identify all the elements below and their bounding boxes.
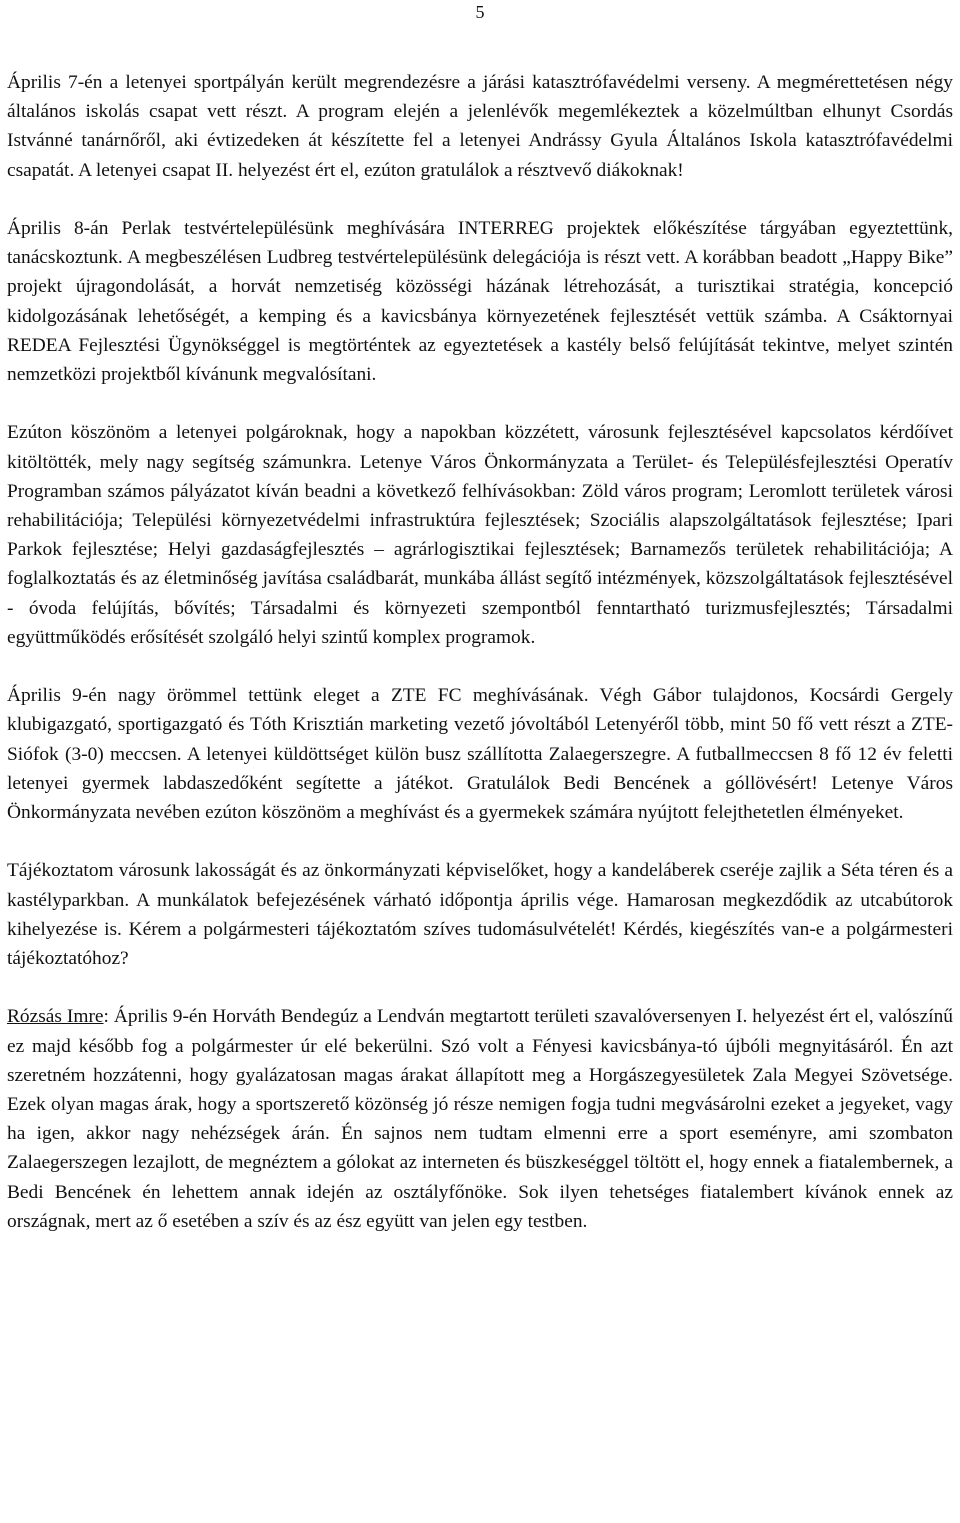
- document-body: [7, 68, 953, 1236]
- paragraph-rozsas-imre: [7, 1002, 953, 1236]
- speaker-text: Április 9-én Horváth Bendegúz a Lendván megtartott területi szavalóversenyen I. helyezést ért el, valószínű ez majd később fog a polgármester úr elé bekerülni. Szó volt a Fényesi kavicsbánya-tó újbóli megnyitásáról. Én azt szeretném hozzátenni, hogy gyalázatosan magas árakat állapított meg a Horgászegyesületek Zala Megyei Szövetsége. Ezek olyan magas árak, hogy a sportszerető közönség jó része nemigen fogja tudni megvásárolni ezeket a jegyeket, vagy ha igen, akkor nagy nehézségek árán. Én sajnos nem tudtam elmenni erre a sport eseményre, ami szombaton Zalaegerszegen lezajlott, de megnéztem a gólokat az interneten és büszkeséggel töltött el, hogy ennek a fiatalembernek, a Bedi Bencének én lehettem annak idején az osztályfőnöke. Sok ilyen tehetséges fiatalembert kívánok ennek az országnak, mert az ő esetében a szív és az ész együtt van jelen egy testben.: [7, 1006, 953, 1232]
- page-number: 5: [475, 2, 485, 22]
- paragraph-kerdoiv-palyazatok: Ezúton köszönöm a letenyei polgároknak, hogy a napokban közzétett, városunk fejlesztésével kapcsolatos kérdőívet kitöltötték, mely nagy segítség számunkra. Letenye Város Önkormányzata a Terület- és Településfejlesztési Operatív Programban számos pályázatot kíván beadni a következő felhívásokban: Zöld város program; Leromlott területek városi rehabilitációja; Települési környezetvédelmi infrastruktúra fejlesztések; Szociális alapszolgáltatások fejlesztése; Ipari Parkok fejlesztése; Helyi gazdaságfejlesztés – agrárlogisztikai fejlesztések; Barnamezős területek rehabilitációja; A foglalkoztatás és az életminőség javítása családbarát, munkába állást segítő intézmények, közszolgáltatások fejlesztésével - óvoda felújítás, bővítés; Társadalmi és környezeti szempontból fenntartható turizmusfejlesztés; Társadalmi együttműködés erősítését szolgáló helyi szintű komplex programok.: [7, 422, 953, 648]
- speaker-name: Rózsás Imre: [7, 1006, 104, 1028]
- paragraph-kandelaberek: Tájékoztatom városunk lakosságát és az önkormányzati képviselőket, hogy a kandeláberek cseréje zajlik a Séta téren és a kastélyparkban. A munkálatok befejezésének várható időpontja április vége. Hamarosan megkezdődik az utcabútorok kihelyezése is. Kérem a polgármesteri tájékoztatóm szíves tudomásulvételét! Kérdés, kiegészítés van-e a polgármesteri tájékoztatóhoz?: [7, 860, 953, 970]
- paragraph-zte-meghivas: Április 9-én nagy örömmel tettünk eleget a ZTE FC meghívásának. Végh Gábor tulajdonos, Kocsárdi Gergely klubigazgató, sportigazgató és Tóth Krisztián marketing vezető jóvoltából Letenyéről több, mint 50 fő vett részt a ZTE-Siófok (3-0) meccsen. A letenyei küldöttséget külön busz szállította Zalaegerszegre. A futballmeccsen 8 fő 12 év feletti letenyei gyermek labdaszedőként segítette a játékot. Gratulálok Bedi Bencének a góllövésért! Letenye Város Önkormányzata nevében ezúton köszönöm a meghívást és a gyermekek számára nyújtott felejthetetlen élményeket.: [7, 685, 953, 824]
- paragraph-perlak-interreg: Április 8-án Perlak testvértelepülésünk meghívására INTERREG projektek előkészítése tárgyában egyeztettünk, tanácskoztunk. A megbeszélésen Ludbreg testvértelepülésünk delegációja is részt vett. A korábban beadott „Happy Bike” projekt újragondolását, a horvát nemzetiség közösségi házának létrehozását, a turisztikai stratégia, koncepció kidolgozásának lehetőségét, a kemping és a kavicsbánya környezetének fejlesztését vettük számba. A Csáktornyai REDEA Fejlesztési Ügynökséggel is megtörténtek az egyeztetések a kastély belső felújítását tekintve, melyet szintén nemzetközi projektből kívánunk megvalósítani.: [7, 218, 953, 386]
- speaker-separator: :: [103, 1006, 114, 1028]
- paragraph-katasztrofavedelmi-verseny: Április 7-én a letenyei sportpályán került megrendezésre a járási katasztrófavédelmi verseny. A megmérettetésen négy általános iskolás csapat vett részt. A program elején a jelenlévők megemlékeztek a közelmúltban elhunyt Csordás Istvánné tanárnőről, aki évtizedeken át készítette fel a letenyei Andrássy Gyula Általános Iskola katasztrófavédelmi csapatát. A letenyei csapat II. helyezést ért el, ezúton gratulálok a résztvevő diákoknak!: [7, 72, 953, 181]
